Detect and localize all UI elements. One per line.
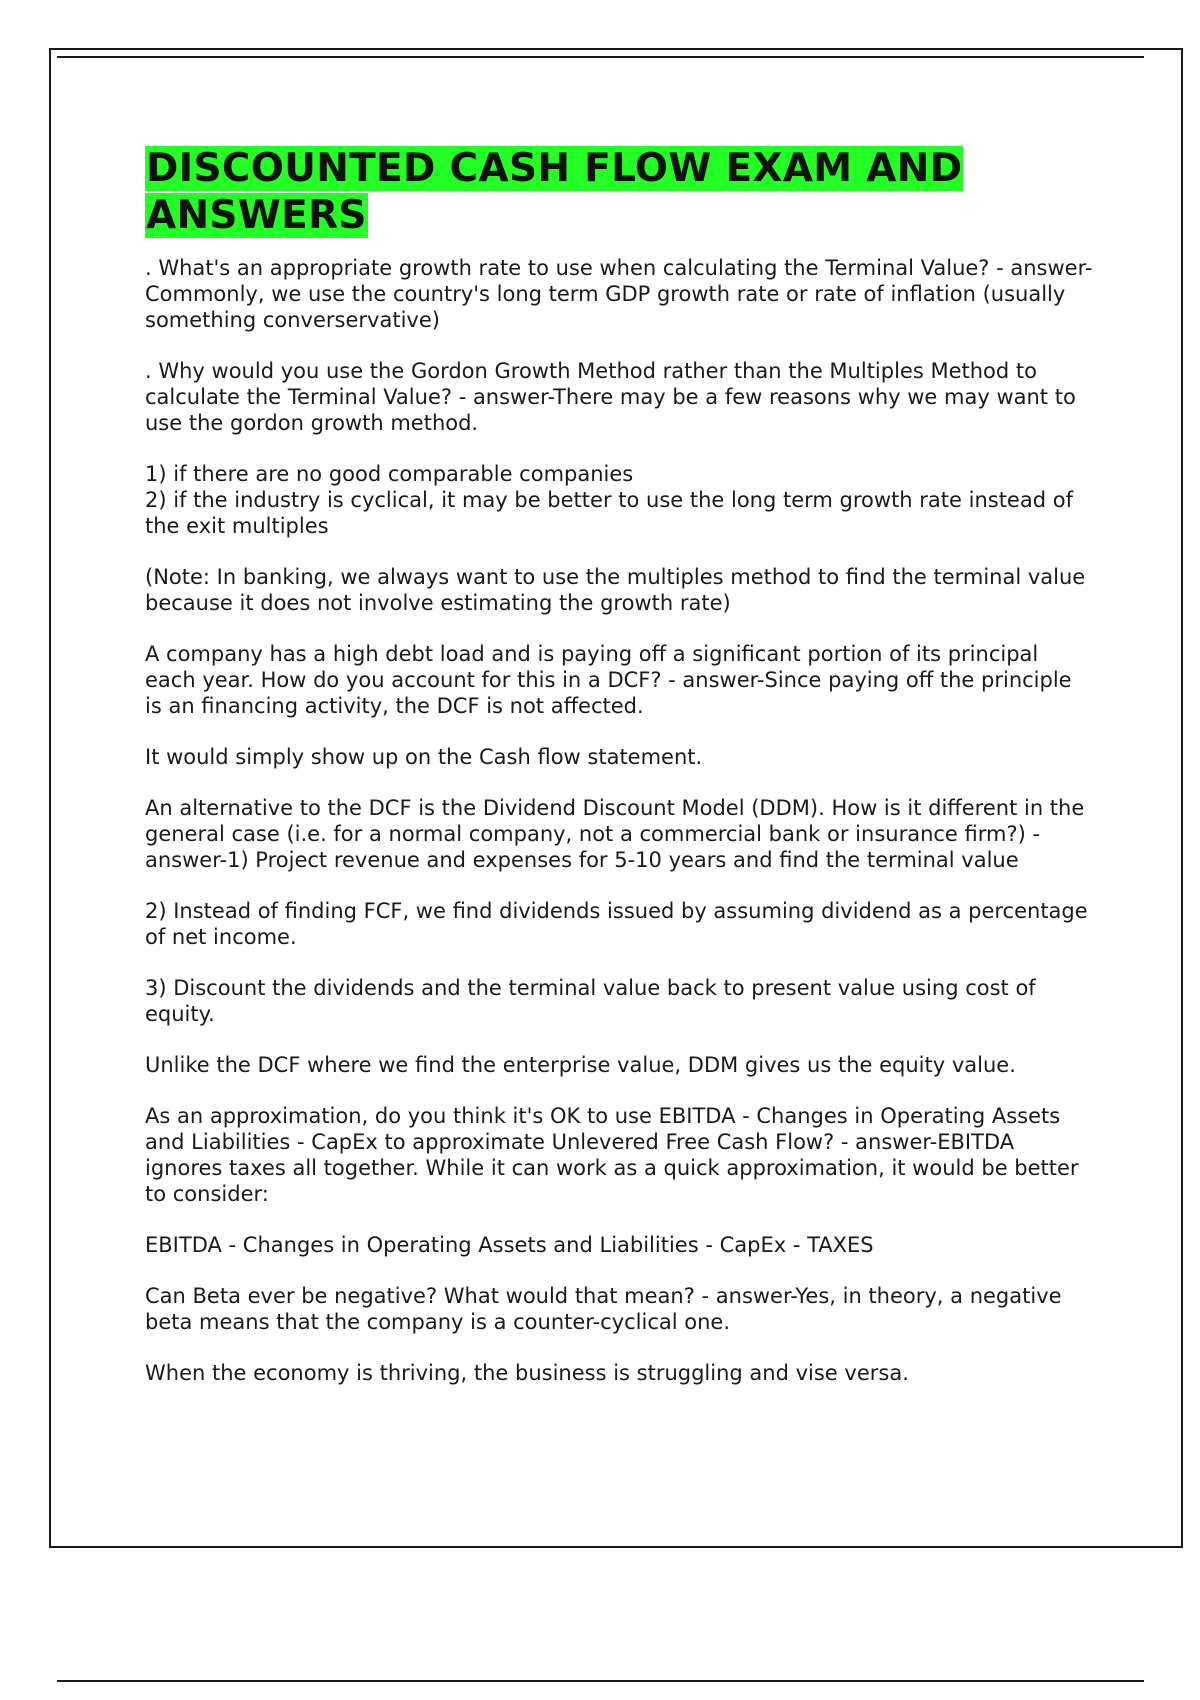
- qa-paragraph: It would simply show up on the Cash flow statement.: [145, 745, 703, 769]
- qa-paragraph: When the economy is thriving, the business is struggling and vise versa.: [145, 1361, 909, 1385]
- title-highlight: DISCOUNTED CASH FLOW EXAM AND ANSWERS: [146, 146, 963, 238]
- document-body: [145, 145, 1095, 1411]
- qa-paragraph: A company has a high debt load and is paying off a significant portion of its principal each year. How do you account for this in a DCF? - answer-Since paying off the principle is an financing activity, the DCF is not affected.: [145, 642, 1072, 718]
- qa-paragraph: Unlike the DCF where we find the enterprise value, DDM gives us the equity value.: [145, 1053, 1016, 1077]
- qa-paragraph: Can Beta ever be negative? What would that mean? - answer-Yes, in theory, a negative beta means that the company is a counter-cyclical one.: [145, 1284, 1062, 1334]
- bottom-rule: [57, 1680, 1144, 1682]
- qa-paragraph: 2) Instead of finding FCF, we find dividends issued by assuming dividend as a percentage of net income.: [145, 899, 1088, 949]
- qa-paragraph: An alternative to the DCF is the Dividend Discount Model (DDM). How is it different in the general case (i.e. for a normal company, not a commercial bank or insurance firm?) - answer-1) Project revenue and expenses for 5-10 years and find the terminal value: [145, 796, 1085, 872]
- qa-paragraph: EBITDA - Changes in Operating Assets and Liabilities - CapEx - TAXES: [145, 1233, 874, 1257]
- qa-paragraph: 1) if there are no good comparable companies 2) if the industry is cyclical, it may be better to use the long term growth rate instead of the exit multiples: [145, 462, 1073, 538]
- qa-paragraph: As an approximation, do you think it's OK to use EBITDA - Changes in Operating Assets and Liabilities - CapEx to approximate Unlevered Free Cash Flow? - answer-EBITDA ignores taxes all together. While it can work as a quick approximation, it would be better to consider:: [145, 1104, 1079, 1206]
- qa-paragraph: . Why would you use the Gordon Growth Method rather than the Multiples Method to calculate the Terminal Value? - answer-There may be a few reasons why we may want to use the gordon growth method.: [145, 359, 1076, 435]
- qa-paragraph: . What's an appropriate growth rate to use when calculating the Terminal Value? - answer-Commonly, we use the country's long term GDP growth rate or rate of inflation (usually something converservative): [145, 256, 1093, 332]
- qa-paragraph: 3) Discount the dividends and the terminal value back to present value using cost of equity.: [145, 976, 1036, 1026]
- qa-paragraph: (Note: In banking, we always want to use the multiples method to find the terminal value because it does not involve estimating the growth rate): [145, 565, 1086, 615]
- document-title: [145, 145, 1095, 239]
